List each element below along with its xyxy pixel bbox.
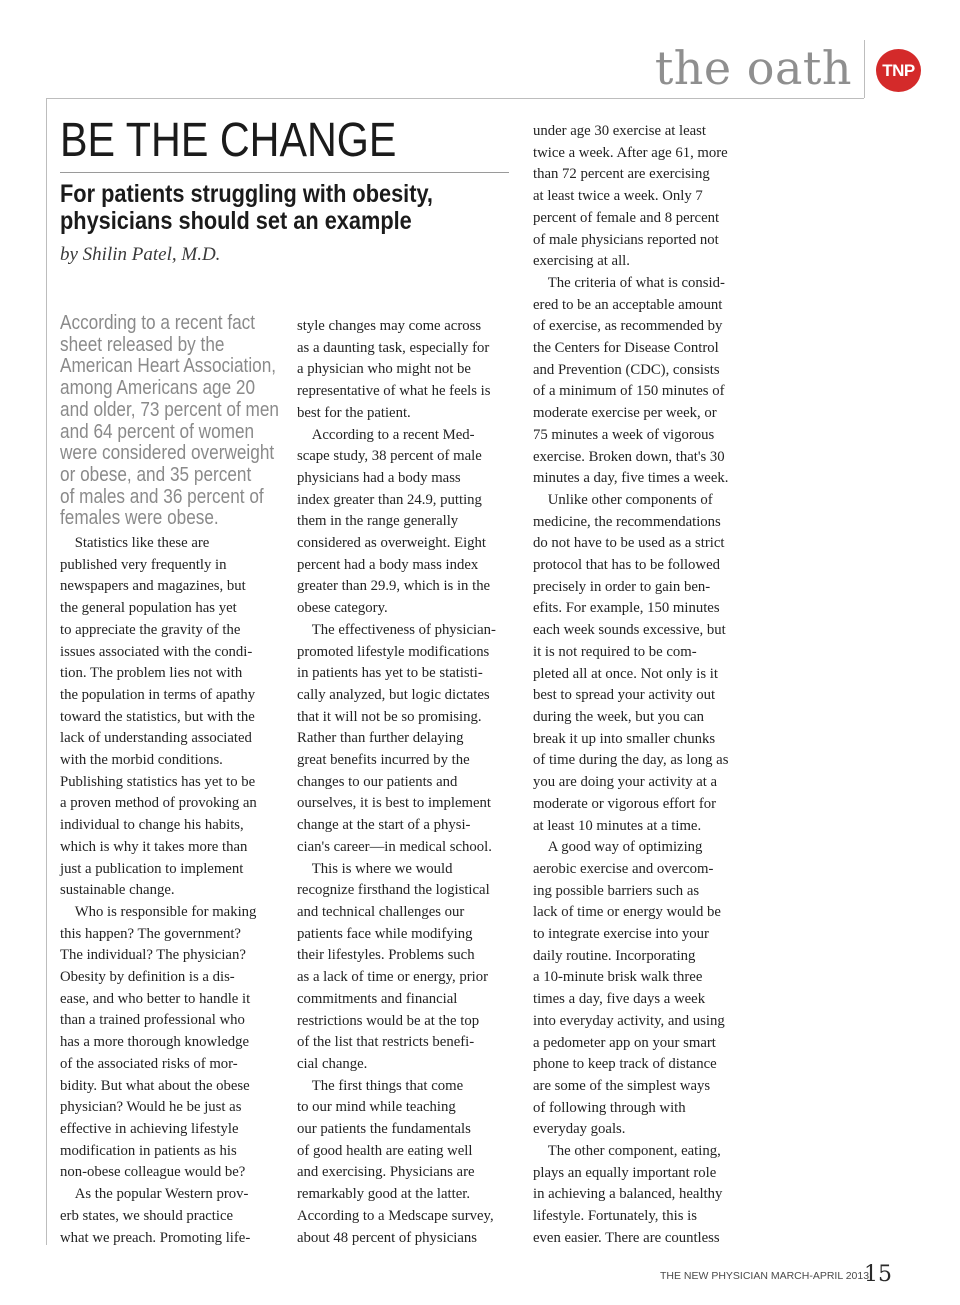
text-line: it is not required to be com- (533, 642, 697, 660)
dek-line: physicians should set an example (60, 207, 412, 235)
text-line: bidity. But what about the obese (60, 1076, 250, 1094)
text-line: great benefits incurred by the (297, 751, 470, 769)
text-line: the Centers for Disease Control (533, 339, 719, 357)
text-line: erb states, we should practice (60, 1206, 234, 1224)
text-line: a physician who might not be (297, 360, 471, 378)
text-line: moderate or vigorous effort for (533, 794, 717, 812)
text-line: females were obese. (60, 507, 219, 530)
text-line: promoted lifestyle modifications (297, 642, 490, 660)
text-line: modification in patients as his (60, 1141, 237, 1159)
text-line: toward the statistics, but with the (60, 707, 255, 725)
body-column-3 (533, 120, 755, 1249)
text-line: were considered overweight (60, 442, 275, 465)
text-line: daily routine. Incorporating (533, 946, 696, 964)
text-line: commitments and financial (297, 989, 458, 1007)
text-line: Obesity by definition is a dis- (60, 968, 235, 986)
text-line: The individual? The physician? (60, 946, 246, 964)
text-line: do not have to be used as a strict (533, 534, 725, 552)
tnp-logo-text: TNP (882, 60, 915, 80)
text-line: newspapers and magazines, but (60, 577, 246, 595)
text-line: twice a week. After age 61, more (533, 143, 728, 161)
text-line: phone to keep track of distance (533, 1055, 717, 1073)
text-line: has a more thorough knowledge (60, 1033, 250, 1051)
text-line: exercising at all. (533, 252, 630, 270)
dek-line: For patients struggling with obesity, (60, 180, 433, 208)
text-line: considered as overweight. Eight (297, 534, 487, 552)
text-line: everyday goals. (533, 1120, 626, 1138)
text-line: than a trained professional who (60, 1011, 245, 1029)
text-line: at least 10 minutes at a time. (533, 816, 702, 834)
frame-left-rule (46, 98, 47, 1245)
text-line: individual to change his habits, (60, 816, 244, 834)
text-line: of the associated risks of mor- (60, 1054, 238, 1072)
text-line: at least twice a week. Only 7 (533, 187, 703, 205)
tnp-logo (876, 49, 921, 92)
text-line: exercise. Broken down, that's 30 (533, 447, 725, 465)
text-line: efits. For example, 150 minutes (533, 599, 720, 617)
text-line: cian's career—in medical school. (297, 837, 492, 855)
text-line: changes to our patients and (297, 772, 458, 790)
text-line: just a publication to implement (60, 859, 244, 877)
text-line: and older, 73 percent of men (60, 398, 279, 421)
header-divider (864, 40, 865, 98)
text-line: percent of female and 8 percent (533, 208, 720, 226)
text-line: lack of understanding associated (60, 729, 252, 747)
text-line: tion. The problem lies not with (60, 664, 243, 682)
text-line: to integrate exercise into your (533, 925, 709, 943)
text-line: under age 30 exercise at least (533, 122, 707, 139)
text-line: as a daunting task, especially for (297, 338, 490, 356)
text-line: to our mind while teaching (297, 1098, 456, 1116)
text-line: remarkably good at the latter. (297, 1185, 471, 1203)
headline-rule (60, 172, 509, 173)
text-line: to appreciate the gravity of the (60, 620, 241, 638)
text-line: medicine, the recommendations (533, 512, 721, 530)
text-line: in patients has yet to be statisti- (297, 664, 483, 682)
text-line: among Americans age 20 (60, 377, 256, 400)
text-line: American Heart Association, (60, 355, 277, 378)
text-line: ourselves, it is best to implement (297, 794, 491, 812)
text-line: of the list that restricts benefi- (297, 1033, 475, 1051)
text-line: This is where we would (297, 859, 453, 877)
text-line: percent had a body mass index (297, 555, 479, 573)
text-line: index greater than 24.9, putting (297, 490, 482, 508)
text-line: According to a Medscape survey, (297, 1206, 494, 1224)
text-line: According to a recent fact (60, 312, 256, 334)
body-column-1 (60, 532, 282, 1248)
text-line: greater than 29.9, which is in the (297, 577, 491, 595)
text-line: style changes may come across (297, 317, 482, 334)
text-line: protocol that has to be followed (533, 556, 720, 574)
text-line: you are doing your activity at a (533, 773, 718, 791)
text-line: break it up into smaller chunks (533, 729, 716, 747)
article-byline: by Shilin Patel, M.D. (60, 244, 221, 265)
text-line: precisely in order to gain ben- (533, 577, 711, 595)
article-headline: BE THE CHANGE (60, 114, 397, 167)
text-line: aerobic exercise and overcom- (533, 859, 714, 877)
text-line: cally analyzed, but logic dictates (297, 685, 490, 703)
text-line: about 48 percent of physicians (297, 1228, 478, 1246)
text-line: a pedometer app on your smart (533, 1033, 716, 1051)
text-line: what we preach. Promoting life- (60, 1228, 251, 1246)
text-line: obese category. (297, 599, 388, 617)
text-line: that it will not be so promising. (297, 707, 482, 725)
lead-paragraph (60, 313, 290, 530)
text-line: Rather than further delaying (297, 729, 464, 747)
text-line: a 10-minute brisk walk three (533, 968, 703, 986)
text-line: A good way of optimizing (533, 838, 703, 856)
text-line: issues associated with the condi- (60, 642, 253, 660)
text-line: As the popular Western prov- (60, 1185, 249, 1203)
text-line: Who is responsible for making (60, 902, 257, 920)
text-line: ease, and who better to handle it (60, 989, 251, 1007)
text-line: The first things that come (297, 1076, 464, 1094)
text-line: into everyday activity, and using (533, 1011, 725, 1029)
text-line: and Prevention (CDC), consists (533, 360, 720, 378)
text-line: or obese, and 35 percent (60, 463, 252, 486)
text-line: The criteria of what is consid- (533, 273, 725, 291)
text-line: change at the start of a physi- (297, 816, 471, 834)
text-line: The other component, eating, (533, 1142, 721, 1160)
text-line: are some of the simplest ways (533, 1076, 711, 1094)
article-dek (60, 181, 452, 235)
text-line: than 72 percent are exercising (533, 165, 710, 183)
text-line: each week sounds excessive, but (533, 621, 726, 639)
text-line: and exercising. Physicians are (297, 1163, 475, 1181)
text-line: non-obese colleague would be? (60, 1163, 246, 1181)
text-line: of time during the day, as long as (533, 751, 729, 769)
text-line: patients face while modifying (297, 924, 473, 942)
text-line: physician? Would he be just as (60, 1098, 242, 1116)
text-line: the population in terms of apathy (60, 685, 256, 703)
text-line: The effectiveness of physician- (297, 620, 496, 638)
text-line: Publishing statistics has yet to be (60, 772, 256, 790)
text-line: their lifestyles. Problems such (297, 946, 475, 964)
text-line: lifestyle. Fortunately, this is (533, 1207, 697, 1225)
text-line: of good health are eating well (297, 1141, 473, 1159)
text-line: pleted all at once. Not only is it (533, 664, 718, 682)
text-line: which is why it takes more than (60, 837, 248, 855)
text-line: moderate exercise per week, or (533, 404, 717, 422)
text-line: Unlike other components of (533, 490, 713, 508)
text-line: recognize firsthand the logistical (297, 881, 490, 899)
text-line: as a lack of time or energy, prior (297, 968, 489, 986)
text-line: representative of what he feels is (297, 382, 491, 400)
text-line: and technical challenges our (297, 902, 465, 920)
text-line: of following through with (533, 1098, 686, 1116)
text-line: scape study, 38 percent of male (297, 447, 482, 465)
text-line: cial change. (297, 1054, 368, 1072)
text-line: sheet released by the (60, 333, 225, 356)
frame-top-rule (46, 98, 864, 99)
text-line: them in the range generally (297, 512, 459, 530)
text-line: minutes a day, five times a week. (533, 469, 729, 487)
text-line: sustainable change. (60, 881, 175, 899)
text-line: best to spread your activity out (533, 686, 716, 704)
text-line: even easier. There are countless (533, 1228, 720, 1246)
text-line: restrictions would be at the top (297, 1011, 480, 1029)
page-number: 15 (864, 1262, 892, 1287)
footer-publication: THE NEW PHYSICIAN MARCH-APRIL 2013 (660, 1270, 870, 1282)
text-line: our patients the fundamentals (297, 1120, 471, 1138)
section-title: the oath (654, 41, 852, 95)
text-line: best for the patient. (297, 403, 411, 421)
text-line: of a minimum of 150 minutes of (533, 382, 725, 400)
text-line: published very frequently in (60, 555, 227, 573)
text-line: during the week, but you can (533, 707, 705, 725)
text-line: times a day, five days a week (533, 990, 706, 1008)
text-line: physicians had a body mass (297, 468, 461, 486)
text-line: with the morbid conditions. (60, 751, 223, 769)
text-line: lack of time or energy would be (533, 903, 721, 921)
text-line: 75 minutes a week of vigorous (533, 425, 715, 443)
text-line: According to a recent Med- (297, 425, 475, 443)
text-line: Statistics like these are (60, 534, 210, 551)
text-line: effective in achieving lifestyle (60, 1119, 239, 1137)
text-line: a proven method of provoking an (60, 794, 257, 812)
text-line: of exercise, as recommended by (533, 317, 723, 335)
text-line: this happen? The government? (60, 924, 241, 942)
text-line: ered to be an acceptable amount (533, 295, 723, 313)
text-line: in achieving a balanced, healthy (533, 1185, 723, 1203)
text-line: of males and 36 percent of (60, 485, 264, 508)
text-line: the general population has yet (60, 599, 237, 617)
text-line: and 64 percent of women (60, 420, 255, 443)
body-column-2 (297, 315, 519, 1248)
text-line: of male physicians reported not (533, 230, 719, 248)
text-line: ing possible barriers such as (533, 881, 700, 899)
text-line: plays an equally important role (533, 1163, 717, 1181)
